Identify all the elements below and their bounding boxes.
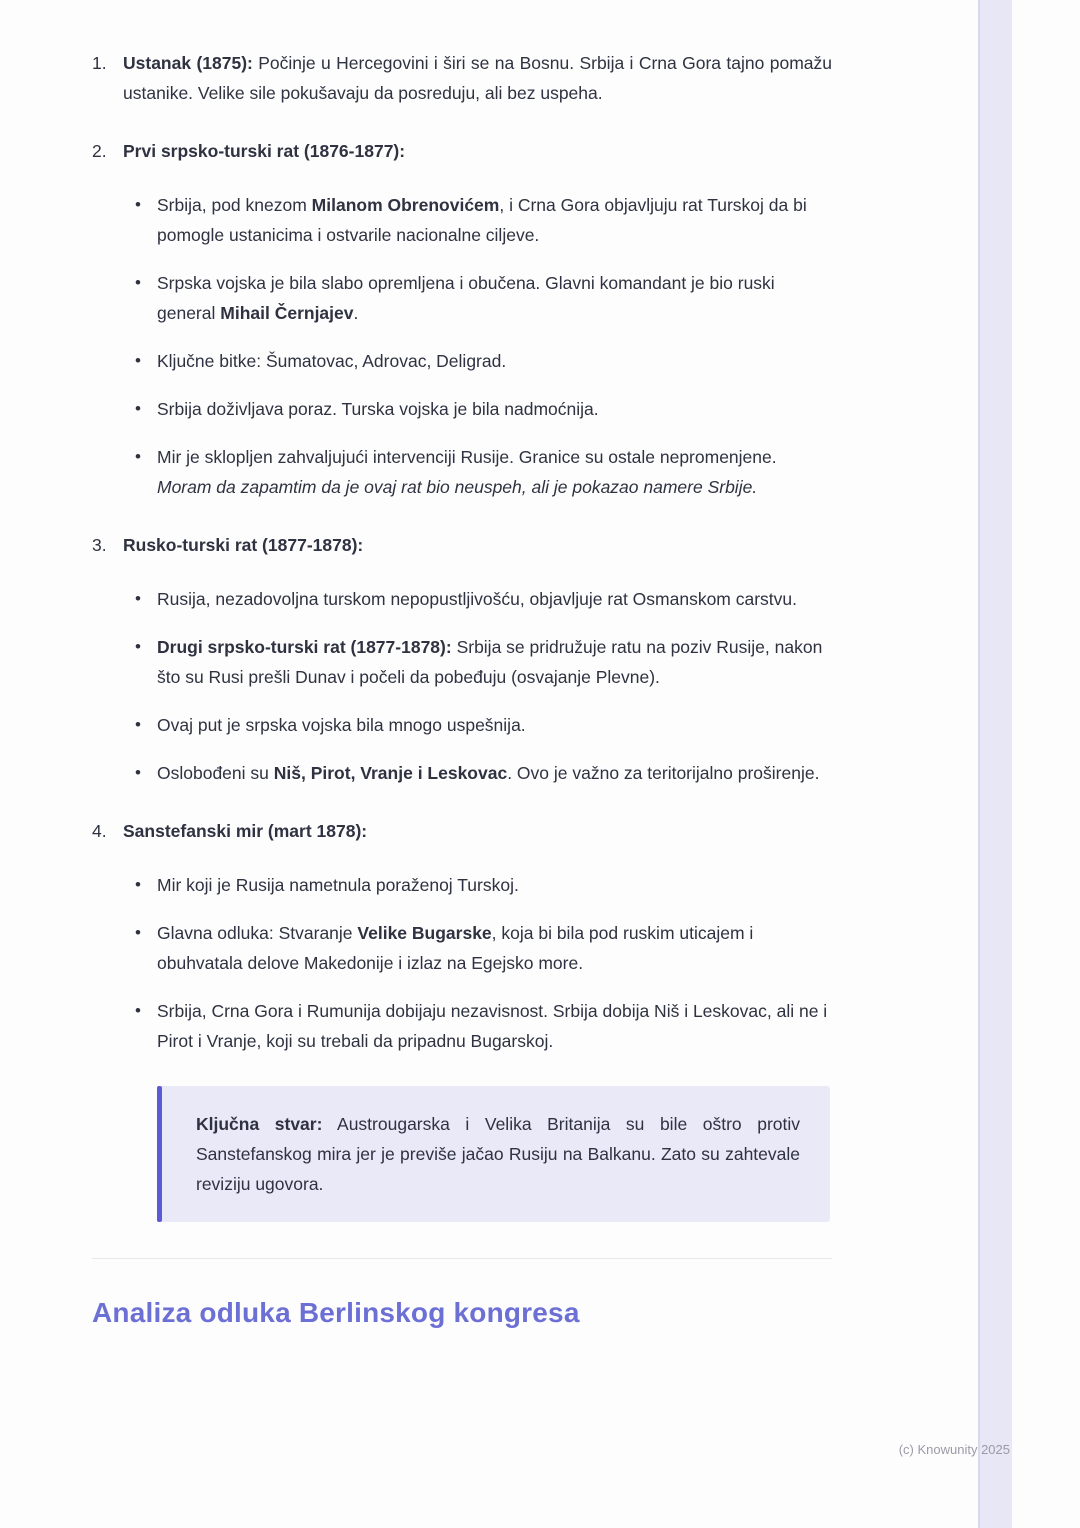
section-heading: Analiza odluka Berlinskog kongresa <box>92 1297 580 1328</box>
bullet-marker-icon: • <box>135 637 141 656</box>
bullet-item <box>135 996 832 1056</box>
plain-text-segment: Srpska vojska je bila slabo opremljena i obučena. Glavni komandant je bio ruski general <box>157 273 775 323</box>
bullet-item <box>135 584 832 614</box>
plain-text-segment: . Ovo je važno za teritorijalno proširenje. <box>507 763 820 783</box>
bullet-text <box>157 996 832 1056</box>
bullet-text <box>157 918 832 978</box>
bullet-marker-icon: • <box>135 763 141 782</box>
bullet-text <box>157 710 832 740</box>
bullet-text <box>157 268 832 328</box>
bullet-text <box>157 346 832 376</box>
bullet-text <box>157 394 832 424</box>
bold-text-segment: Milanom Obrenovićem <box>311 195 500 215</box>
key-point-callout <box>157 1086 830 1222</box>
bullet-marker-icon: • <box>135 273 141 292</box>
bullet-item <box>135 632 832 692</box>
plain-text-segment: Mir koji je Rusija nametnula poraženoj Turskoj. <box>157 875 519 895</box>
plain-text-segment: Srbija se pridružuje ratu na poziv Rusije, nakon što su Rusi prešli Dunav i počeli da pobeđuju (osvajanje Plevne). <box>157 637 823 687</box>
plain-text-segment: Mir je sklopljen zahvaljujući intervenciji Rusije. Granice su ostale nepromenjene. <box>157 447 777 467</box>
bold-text-segment: Niš, Pirot, Vranje i Leskovac <box>273 763 508 783</box>
numbered-item <box>92 48 832 108</box>
item-paragraph <box>123 530 832 560</box>
bullet-marker-icon: • <box>135 447 141 466</box>
bullet-item <box>135 394 832 424</box>
bold-text-segment: Prvi srpsko-turski rat (1876-1877): <box>123 141 406 161</box>
plain-text-segment: Ključne bitke: Šumatovac, Adrovac, Deligrad. <box>157 351 507 371</box>
bullet-marker-icon: • <box>135 351 141 370</box>
plain-text-segment: Srbija doživljava poraz. Turska vojska je bila nadmoćnija. <box>157 399 599 419</box>
italic-text-segment: Moram da zapamtim da je ovaj rat bio neuspeh, ali je pokazao namere Srbije. <box>157 477 758 497</box>
bullet-text <box>157 632 832 692</box>
bullet-list <box>92 584 832 788</box>
item-head <box>92 816 832 846</box>
bullet-text <box>157 442 832 502</box>
plain-text-segment: Austrougarska i Velika Britanija su bile oštro protiv Sanstefanskog mira jer je previše jačao Rusiju na Balkanu. Zato su zahtevale reviziju ugovora. <box>196 1114 801 1194</box>
bullet-marker-icon: • <box>135 589 141 608</box>
bold-text-segment: Sanstefanski mir (mart 1878): <box>123 821 368 841</box>
plain-text-segment: Srbija, Crna Gora i Rumunija dobijaju nezavisnost. Srbija dobija Niš i Leskovac, ali ne i Pirot i Vranje, koji su trebali da pripadnu Bugarskoj. <box>157 1001 828 1051</box>
item-paragraph <box>123 48 832 108</box>
numbered-item <box>92 816 832 1056</box>
callout-text <box>196 1109 800 1199</box>
plain-text-segment: Rusija, nezadovoljna turskom nepopustljivošću, objavljuje rat Osmanskom carstvu. <box>157 589 798 609</box>
plain-text-segment: Oslobođeni su <box>157 763 274 783</box>
bold-text-segment: Drugi srpsko-turski rat (1877-1878): <box>157 637 452 657</box>
bullet-item <box>135 710 832 740</box>
numbered-list <box>92 48 832 1056</box>
bold-text-segment: Rusko-turski rat (1877-1878): <box>123 535 364 555</box>
bullet-list <box>92 190 832 502</box>
bullet-marker-icon: • <box>135 1001 141 1020</box>
bullet-text <box>157 584 832 614</box>
bold-text-segment: Ustanak (1875): <box>123 53 253 73</box>
bullet-marker-icon: • <box>135 875 141 894</box>
plain-text-segment: Počinje u Hercegovini i širi se na Bosnu. Srbija i Crna Gora tajno pomažu ustanike. Velike sile pokušavaju da posreduju, ali bez uspeha. <box>123 53 832 103</box>
bullet-text <box>157 190 832 250</box>
item-head <box>92 530 832 560</box>
item-number: 1. <box>92 53 107 73</box>
section-divider <box>92 1258 832 1259</box>
bold-text-segment: Velike Bugarske <box>357 923 492 943</box>
callout-body <box>162 1086 830 1222</box>
plain-text-segment: Glavna odluka: Stvaranje <box>157 923 358 943</box>
item-head <box>92 136 832 166</box>
bullet-item <box>135 758 832 788</box>
document-content <box>92 48 832 1329</box>
item-number: 2. <box>92 141 107 161</box>
bullet-marker-icon: • <box>135 923 141 942</box>
bullet-item <box>135 870 832 900</box>
item-number: 4. <box>92 821 107 841</box>
bullet-item <box>135 918 832 978</box>
bullet-item <box>135 346 832 376</box>
bold-text-segment: Ključna stvar: <box>196 1114 323 1134</box>
item-paragraph <box>123 816 832 846</box>
plain-text-segment: . <box>353 303 359 323</box>
item-paragraph <box>123 136 832 166</box>
bullet-item <box>135 190 832 250</box>
plain-text-segment: , koja bi bila pod ruskim uticajem i obuhvatala delove Makedonije i izlaz na Egejsko more. <box>157 923 754 973</box>
bullet-text <box>157 870 832 900</box>
numbered-item <box>92 136 832 502</box>
item-number: 3. <box>92 535 107 555</box>
item-head <box>92 48 832 108</box>
bullet-marker-icon: • <box>135 715 141 734</box>
plain-text-segment: Ovaj put je srpska vojska bila mnogo uspešnija. <box>157 715 526 735</box>
numbered-item <box>92 530 832 788</box>
plain-text-segment: , i Crna Gora objavljuju rat Turskoj da bi pomogle ustanicima i ostvarile nacionalne ciljeve. <box>157 195 807 245</box>
page-edge-strip <box>978 0 1012 1528</box>
bullet-item <box>135 268 832 328</box>
plain-text-segment: Srbija, pod knezom <box>157 195 312 215</box>
bullet-item <box>135 442 832 502</box>
bullet-marker-icon: • <box>135 195 141 214</box>
bold-text-segment: Mihail Černjajev <box>220 303 354 323</box>
bullet-text <box>157 758 832 788</box>
bullet-marker-icon: • <box>135 399 141 418</box>
bullet-list <box>92 870 832 1056</box>
watermark: (c) Knowunity 2025 <box>898 1442 1010 1457</box>
